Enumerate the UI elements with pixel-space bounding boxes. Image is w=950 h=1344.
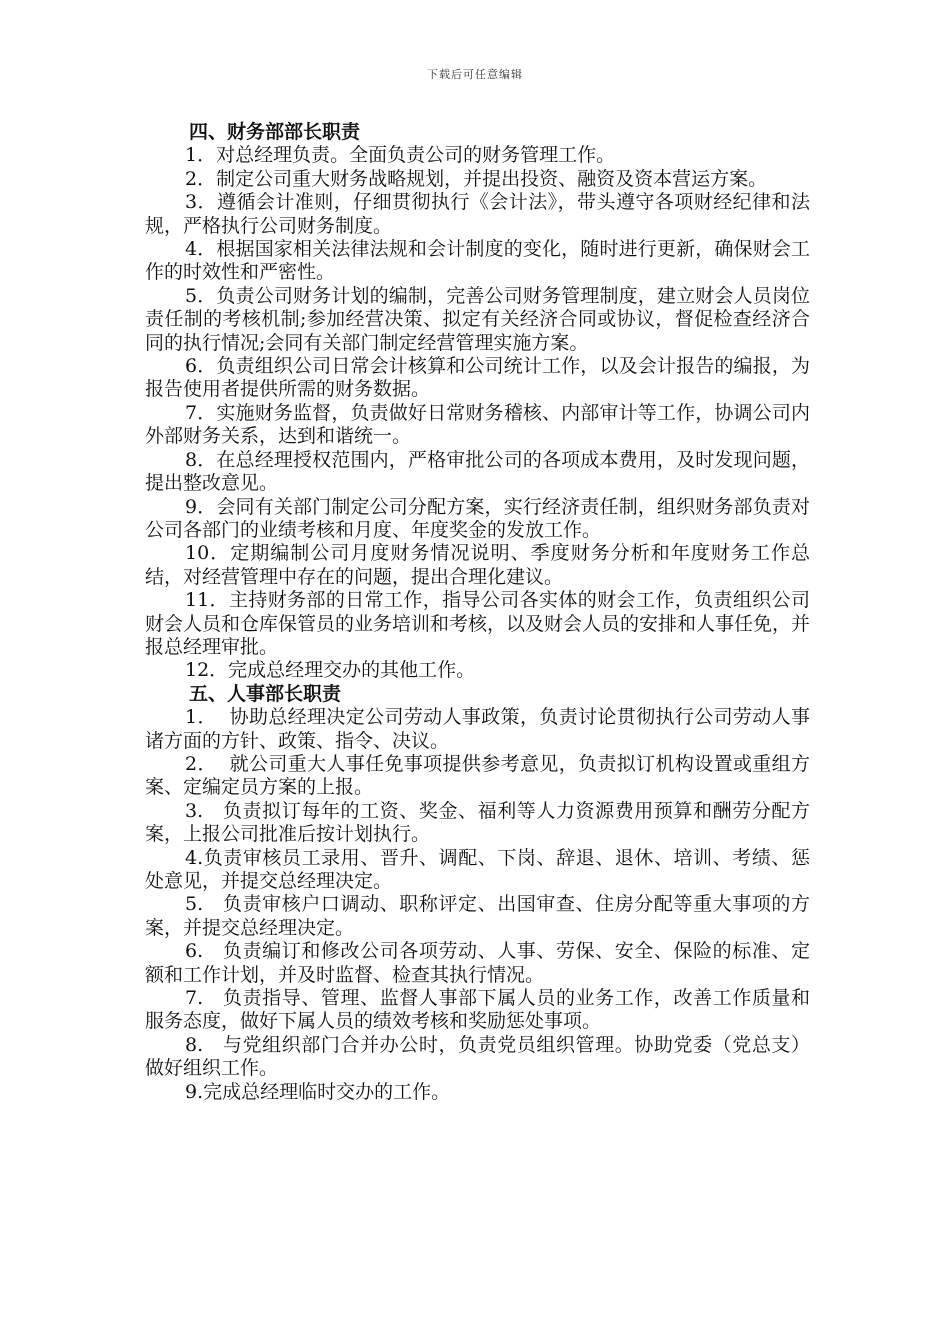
hr-duty-1: 1． 协助总经理决定公司劳动人事政策，负责讨论贯彻执行公司劳动人事诸方面的方针、政策、指令、决议。 — [145, 706, 810, 752]
hr-duty-3: 3. 负责拟订每年的工资、奖金、福利等人力资源费用预算和酬劳分配方案，上报公司批准后按计划执行。 — [145, 799, 810, 846]
hr-duty-8: 8. 与党组织部门合并办公时，负责党员组织管理。协助党委（党总支）做好组织工作。 — [145, 1033, 810, 1080]
finance-duty-9: 9．会同有关部门制定公司分配方案，实行经济责任制，组织财务部负责对公司各部门的业绩考核和月度、年度奖金的发放工作。 — [145, 495, 810, 541]
finance-duty-6: 6．负责组织公司日常会计核算和公司统计工作，以及会计报告的编报，为报告使用者提供所需的财务数据。 — [145, 355, 810, 401]
document-body — [145, 121, 810, 1104]
finance-duty-10: 10．定期编制公司月度财务情况说明、季度财务分析和年度财务工作总结，对经营管理中存在的问题，提出合理化建议。 — [145, 542, 810, 588]
finance-duty-1: 1．对总经理负责。全面负责公司的财务管理工作。 — [185, 144, 616, 167]
hr-duty-4: 4.负责审核员工录用、晋升、调配、下岗、辞退、退休、培训、考绩、惩处意见，并提交总经理决定。 — [145, 846, 810, 892]
finance-duty-8: 8．在总经理授权范围内，严格审批公司的各项成本费用，及时发现问题，提出整改意见。 — [145, 448, 810, 495]
hr-duty-7: 7. 负责指导、管理、监督人事部下属人员的业务工作，改善工作质量和服务态度，做好下属人员的绩效考核和奖励惩处事项。 — [145, 987, 810, 1033]
hr-duty-9: 9.完成总经理临时交办的工作。 — [185, 1080, 451, 1103]
finance-duty-3: 3．遵循会计准则，仔细贯彻执行《会计法》，带头遵守各项财经纪律和法规，严格执行公司财务制度。 — [145, 191, 810, 237]
section-title-hr: 五、人事部长职责 — [189, 682, 342, 705]
finance-duty-5: 5．负责公司财务计划的编制，完善公司财务管理制度，建立财会人员岗位责任制的考核机制;参加经营决策、拟定有关经济合同或协议，督促检查经济合同的执行情况;会同有关部门制定经营管理实施方案。 — [145, 284, 810, 354]
finance-duty-2: 2．制定公司重大财务战略规划，并提出投资、融资及资本营运方案。 — [185, 167, 768, 190]
hr-duty-5: 5. 负责审核户口调动、职称评定、出国审查、住房分配等重大事项的方案，并提交总经理决定。 — [145, 893, 810, 939]
finance-duty-11: 11．主持财务部的日常工作，指导公司各实体的财会工作，负责组织公司财会人员和仓库保管员的业务培训和考核，以及财会人员的安排和人事任免，并报总经理审批。 — [145, 589, 811, 658]
finance-duty-4: 4．根据国家相关法律法规和会计制度的变化，随时进行更新，确保财会工作的时效性和严密性。 — [145, 238, 810, 284]
finance-duty-12: 12．完成总经理交办的其他工作。 — [185, 659, 476, 682]
hr-duty-2: 2． 就公司重大人事任免事项提供参考意见，负责拟订机构设置或重组方案、定编定员方案的上报。 — [145, 752, 810, 799]
section-title-finance: 四、财务部部长职责 — [189, 121, 361, 143]
page-header: 下载后可任意编辑 — [427, 68, 523, 81]
hr-duty-6: 6. 负责编订和修改公司各项劳动、人事、劳保、安全、保险的标准、定额和工作计划，并及时监督、检查其执行情况。 — [145, 940, 810, 986]
finance-duty-7: 7．实施财务监督，负责做好日常财务稽核、内部审计等工作，协调公司内外部财务关系，达到和谐统一。 — [145, 401, 810, 448]
